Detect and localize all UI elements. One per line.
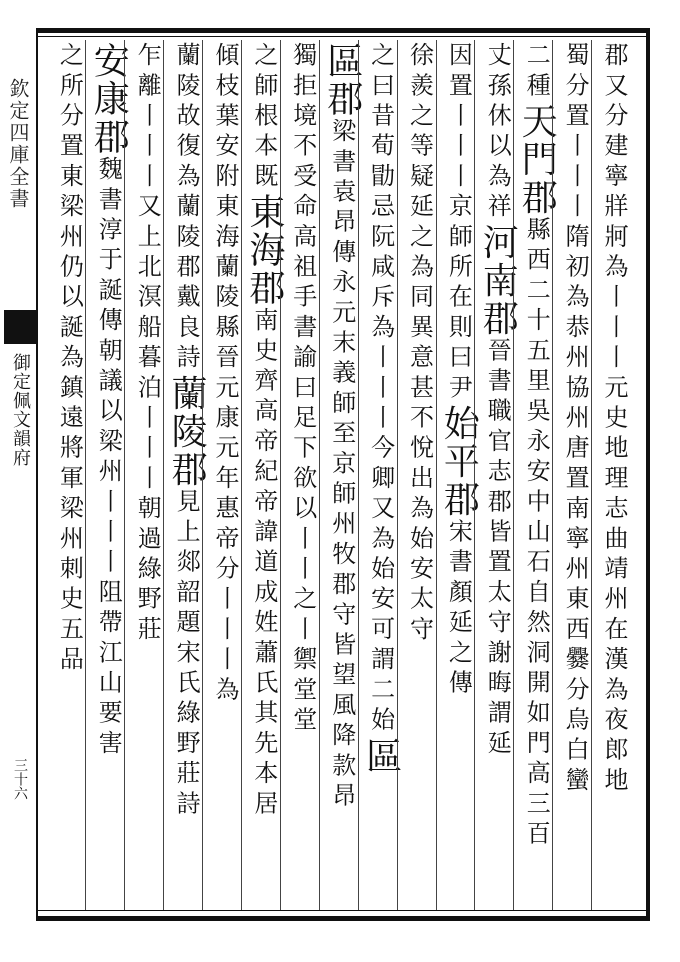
frame-bottom-rule — [36, 916, 650, 921]
column-divider — [397, 40, 398, 910]
text-column — [397, 42, 436, 906]
entry-heading: 區 — [360, 736, 402, 775]
column-divider — [319, 40, 320, 910]
column-divider — [591, 40, 592, 910]
entry-heading: 區郡 — [321, 42, 363, 118]
column-text: 之師根本既 — [249, 42, 278, 193]
page-number: 三十六 — [12, 758, 28, 800]
text-column — [358, 42, 402, 906]
column-text: 丈孫休以為祥 — [483, 42, 512, 224]
column-divider — [552, 40, 553, 910]
column-text: 五品 — [55, 615, 84, 677]
margin-strip — [0, 28, 38, 921]
column-divider — [358, 40, 359, 910]
entry-heading: 蘭陵郡 — [166, 374, 208, 489]
column-divider — [85, 40, 86, 910]
text-column — [436, 42, 480, 906]
text-column — [513, 42, 558, 906]
frame-bottom-inner-rule — [36, 910, 650, 911]
column-text: 魏書淳于誕傳朝議以梁州丨丨丨阻帶江山要害 — [94, 156, 123, 760]
entry-heading: 始平郡 — [438, 404, 480, 519]
text-column — [591, 42, 630, 906]
column-divider — [241, 40, 242, 910]
text-column — [163, 42, 208, 906]
entry-heading: 天門郡 — [516, 102, 558, 217]
fishtail-mark — [4, 310, 36, 344]
entry-heading: 安康郡 — [88, 42, 130, 156]
column-text: 宋書顏延之傳 — [444, 518, 473, 700]
book-title: 御定佩文韻府 — [10, 353, 31, 467]
column-text: 蘭陵故復為蘭陵郡戴良詩 — [172, 42, 201, 375]
column-text: 因置丨丨丨京師所在則曰尹 — [444, 42, 473, 405]
column-text: 之所分置東梁州仍以誕為鎮遠將軍梁州刺史 — [55, 42, 84, 616]
text-column — [124, 42, 163, 906]
column-divider — [124, 40, 125, 910]
frame-right-rule — [646, 28, 650, 921]
text-column — [319, 42, 363, 906]
margin-top-text: 欽定四庫全書 — [6, 78, 30, 210]
column-text: 郡又分建寧牂牁為丨丨丨元史地理志曲靖州在漢為夜郎地 — [599, 42, 628, 797]
column-text: 南史齊高帝紀帝諱道成姓蕭氏其先本居 — [249, 307, 278, 821]
column-divider — [280, 40, 281, 910]
column-text: 縣西二十五里吳永安中山石自然洞開如門高三百 — [522, 216, 551, 851]
column-text: 徐羨之等疑延之為同異意甚不悅出為始安太守 — [405, 42, 434, 646]
text-column — [552, 42, 591, 906]
column-text: 晉書職官志郡皆置太守謝晦謂延 — [483, 337, 512, 761]
frame-top-inner-rule — [36, 36, 650, 37]
column-divider — [202, 40, 203, 910]
column-text: 二種 — [522, 42, 551, 103]
text-column — [85, 42, 130, 906]
text-column — [202, 42, 241, 906]
column-text: 獨拒境不受命高祖手書諭曰足下欲以丨丨之丨禦堂堂 — [288, 42, 317, 737]
column-text: 之曰昔荀勖忌阮咸斥為丨丨丨今卿又為始安可謂二始 — [366, 42, 395, 737]
entry-heading: 河南郡 — [477, 223, 519, 338]
text-column — [47, 42, 86, 906]
column-text: 見上郯韶題宋氏綠野莊詩 — [172, 488, 201, 821]
column-text: 乍離丨丨丨又上北溟船 — [133, 42, 162, 344]
column-divider — [474, 40, 475, 910]
column-text: 暮泊丨丨丨朝過綠野莊 — [133, 344, 162, 646]
column-divider — [513, 40, 514, 910]
entry-heading: 東海郡 — [243, 193, 285, 307]
column-text: 蜀分置丨丨丨隋初為恭州協州唐置南寧州東西爨分烏白蠻 — [561, 42, 590, 797]
frame-top-rule — [36, 28, 650, 33]
column-divider — [163, 40, 164, 910]
text-column — [280, 42, 319, 906]
text-column — [474, 42, 519, 906]
text-column — [241, 42, 285, 906]
column-text: 梁書袁昂傳永元末義師至京師州牧郡守皆望風降款昂 — [327, 118, 356, 813]
column-divider — [436, 40, 437, 910]
column-text: 傾枝葉安附東海蘭陵縣晉元康元年惠帝分丨丨丨為 — [210, 42, 239, 707]
